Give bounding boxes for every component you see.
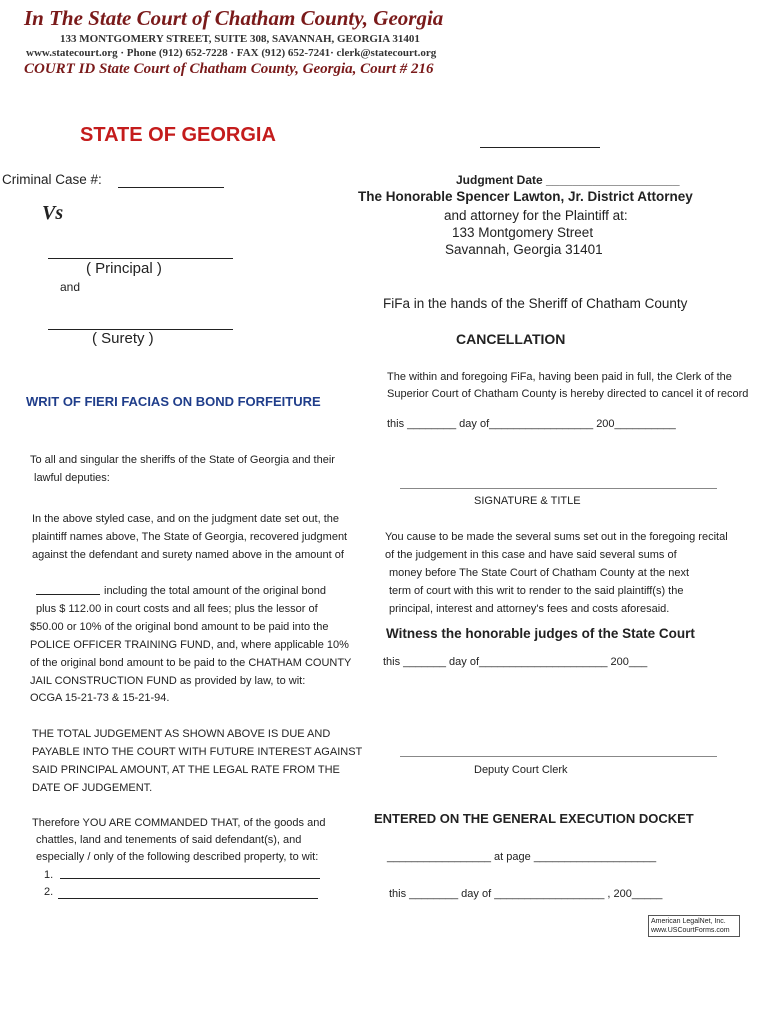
- criminal-case-label: Criminal Case #:: [2, 172, 102, 187]
- costs-line: POLICE OFFICER TRAINING FUND, and, where applicable 10%: [30, 639, 349, 651]
- commanded-line: chattles, land and tenements of said defendant(s), and: [36, 834, 302, 846]
- witness-heading: Witness the honorable judges of the State Court: [386, 626, 695, 641]
- cause-line: principal, interest and attorney's fees and costs aforesaid.: [389, 603, 670, 615]
- vs-label: Vs: [42, 202, 64, 224]
- amount-field[interactable]: [36, 594, 100, 595]
- cancellation-text: The within and foregoing FiFa, having been paid in full, the Clerk of the: [387, 371, 732, 383]
- cause-line: of the judgement in this case and have said several sums of: [385, 549, 677, 561]
- entered-heading: ENTERED ON THE GENERAL EXECUTION DOCKET: [374, 811, 694, 826]
- costs-line: OCGA 15-21-73 & 15-21-94.: [30, 692, 170, 704]
- legalnet-logo: [648, 915, 740, 937]
- commanded-line: especially / only of the following described property, to wit:: [36, 851, 319, 863]
- property-item-2-label: 2.: [44, 886, 54, 898]
- judgment-paragraph-line: against the defendant and surety named above in the amount of: [32, 549, 344, 561]
- cause-line: term of court with this writ to render to the said plaintiff(s) the: [389, 585, 684, 597]
- commanded-line: Therefore YOU ARE COMMANDED THAT, of the goods and: [32, 817, 326, 829]
- cancellation-date: this ________ day of_________________ 200__________: [387, 418, 676, 430]
- court-id: COURT ID State Court of Chatham County, Georgia, Court # 216: [24, 61, 434, 77]
- total-judgement-line: DATE OF JUDGEMENT.: [32, 782, 153, 794]
- witness-date: this _______ day of_____________________ 200___: [383, 656, 648, 668]
- honorable-da: The Honorable Spencer Lawton, Jr. District Attorney: [358, 189, 693, 204]
- at-page-line: _________________ at page ____________________: [387, 851, 657, 863]
- property-item-1-field[interactable]: [60, 878, 320, 879]
- signature-title: SIGNATURE & TITLE: [474, 495, 581, 507]
- deputy-clerk-line[interactable]: [400, 756, 717, 757]
- logo-line-2: www.USCourtForms.com: [651, 927, 730, 934]
- deputy-clerk-label: Deputy Court Clerk: [474, 764, 568, 776]
- da-street: 133 Montgomery Street: [452, 225, 594, 240]
- criminal-case-field[interactable]: [118, 187, 224, 188]
- cause-line: money before The State Court of Chatham County at the next: [389, 567, 690, 579]
- principal-label: ( Principal ): [86, 260, 162, 277]
- signature-line[interactable]: [400, 488, 717, 489]
- and-label: and: [60, 280, 81, 294]
- judgment-paragraph-line: plaintiff names above, The State of Georgia, recovered judgment: [32, 531, 348, 543]
- fifa-line: FiFa in the hands of the Sheriff of Chatham County: [383, 296, 688, 311]
- cancellation-heading: CANCELLATION: [456, 331, 566, 347]
- costs-line: $50.00 or 10% of the original bond amount to be paid into the: [30, 621, 329, 633]
- entered-date: this ________ day of __________________ , 200_____: [389, 888, 663, 900]
- total-judgement-line: THE TOTAL JUDGEMENT AS SHOWN ABOVE IS DUE AND: [32, 728, 331, 740]
- judgment-date: Judgment Date ____________________: [456, 173, 680, 187]
- cancellation-text: Superior Court of Chatham County is hereby directed to cancel it of record: [387, 388, 749, 400]
- total-judgement-line: SAID PRINCIPAL AMOUNT, AT THE LEGAL RATE FROM THE: [32, 764, 340, 776]
- costs-line: of the original bond amount to be paid to the CHATHAM COUNTY: [30, 657, 352, 669]
- court-title: In The State Court of Chatham County, Georgia: [24, 6, 444, 30]
- da-city: Savannah, Georgia 31401: [445, 242, 603, 257]
- judgment-paragraph-line: In the above styled case, and on the judgment date set out, the: [32, 513, 339, 525]
- property-item-1-label: 1.: [44, 869, 54, 881]
- principal-field[interactable]: [48, 258, 233, 259]
- cause-line: You cause to be made the several sums set out in the foregoing recital: [385, 531, 728, 543]
- surety-label: ( Surety ): [92, 330, 154, 347]
- property-item-2-field[interactable]: [58, 898, 318, 899]
- deputies-line-2: lawful deputies:: [34, 472, 110, 484]
- state-of-georgia-heading: STATE OF GEORGIA: [80, 124, 276, 146]
- deputies-line-1: To all and singular the sheriffs of the State of Georgia and their: [30, 454, 335, 466]
- attorney-for-plaintiff: and attorney for the Plaintiff at:: [444, 208, 628, 223]
- costs-line: JAIL CONSTRUCTION FUND as provided by law, to wit:: [30, 675, 306, 687]
- top-right-blank-line[interactable]: [480, 147, 600, 148]
- bond-line: including the total amount of the original bond: [104, 585, 326, 597]
- logo-line-1: American LegalNet, Inc.: [651, 918, 726, 925]
- court-address: 133 MONTGOMERY STREET, SUITE 308, SAVANNAH, GEORGIA 31401: [60, 33, 420, 45]
- costs-line: plus $ 112.00 in court costs and all fees; plus the lessor of: [36, 603, 318, 615]
- total-judgement-line: PAYABLE INTO THE COURT WITH FUTURE INTEREST AGAINST: [32, 746, 363, 758]
- writ-heading: WRIT OF FIERI FACIAS ON BOND FORFEITURE: [26, 394, 321, 409]
- court-contact: www.statecourt.org · Phone (912) 652-7228 · FAX (912) 652-7241· clerk@statecourt.org: [26, 47, 437, 59]
